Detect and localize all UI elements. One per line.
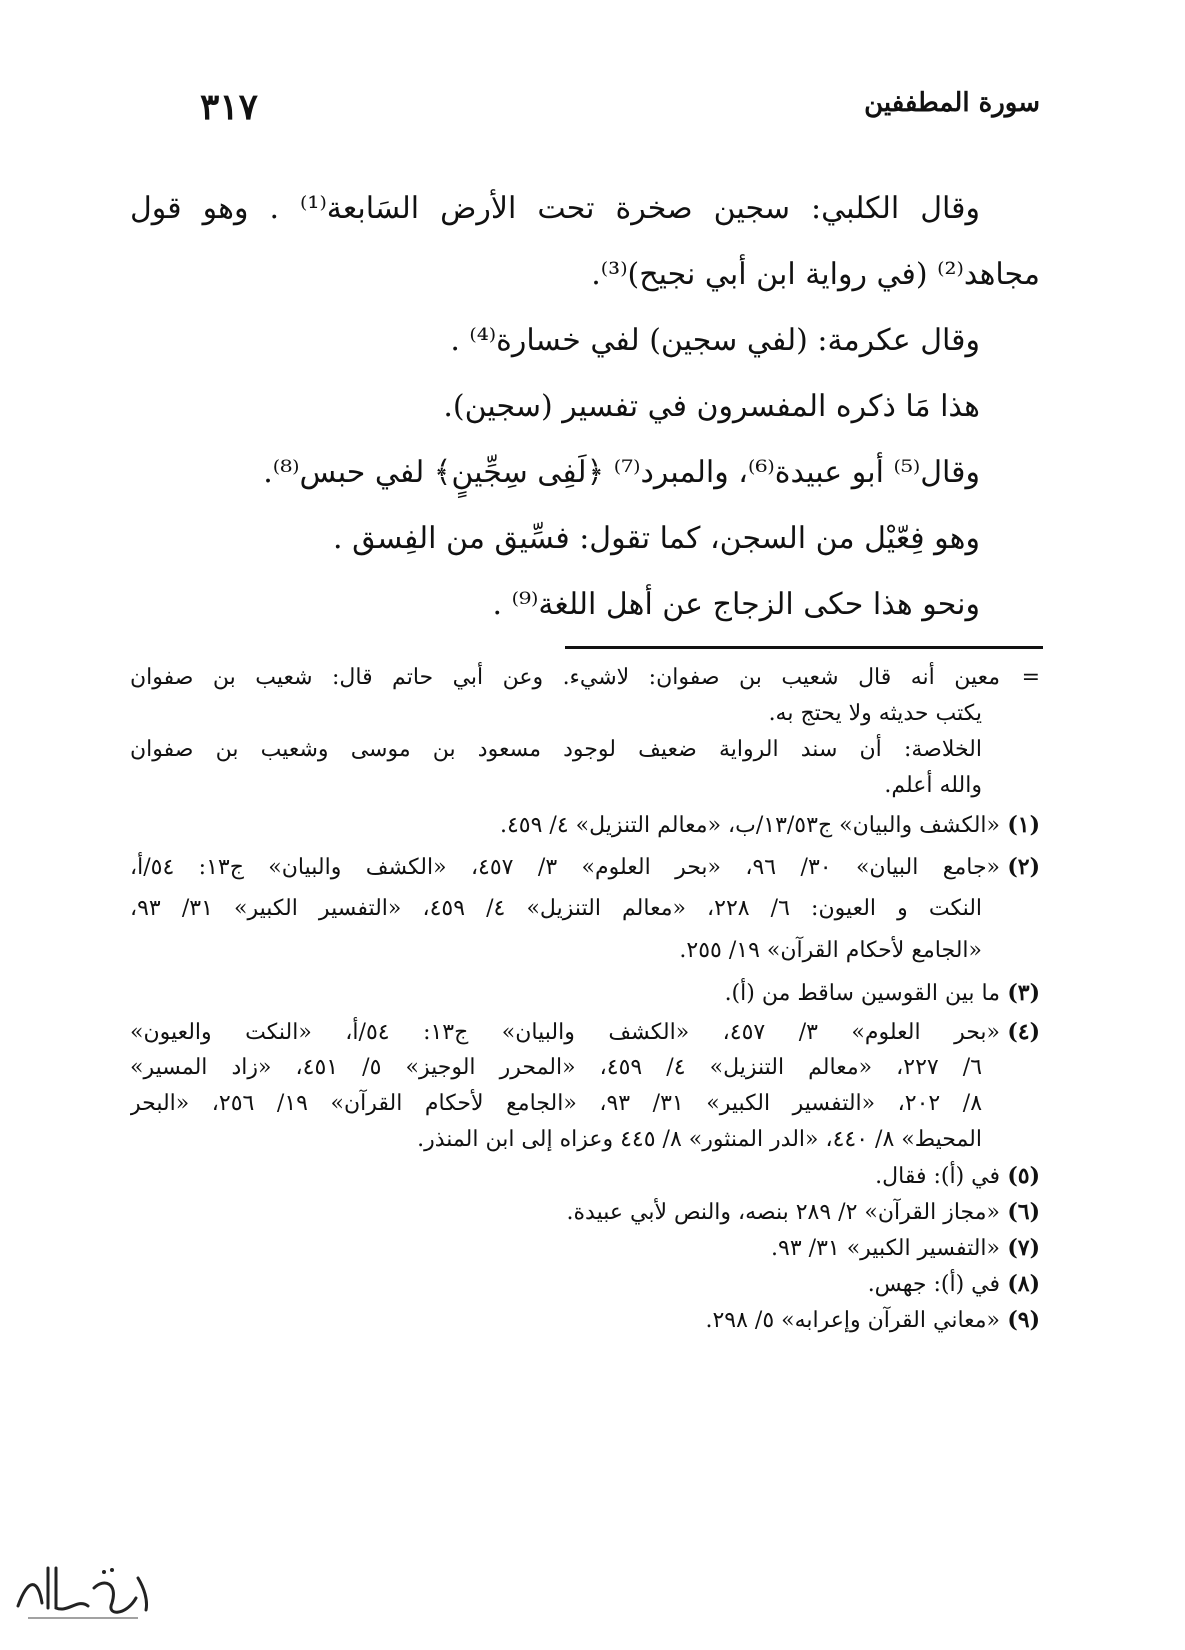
footnote-4 — [130, 1014, 1040, 1050]
footnote-continuation-line: يكتب حديثه ولا يحتج به. — [768, 701, 982, 726]
footnote-text-line: ٦/ ٢٢٧، «معالم التنزيل» ٤/ ٤٥٩، «المحرر الوجيز» ٥/ ٤٥١، «زاد المسير» — [130, 1055, 983, 1080]
footnote-marker: (٩) — [1007, 1307, 1040, 1333]
footnote-continuation-line — [130, 660, 1040, 696]
main-line: ونحو هذا حكى الزجاج عن أهل اللغة⁽⁹⁾ . — [492, 587, 980, 622]
footnote-2 — [130, 846, 1040, 888]
footnote-text: في (أ): فقال. — [875, 1164, 1000, 1189]
footnote-marker: (٤) — [1007, 1019, 1040, 1045]
main-line: وهو فِعّيْل من السجن، كما تقول: فسِّيق من الفِسق . — [333, 521, 980, 556]
main-line: مجاهد⁽²⁾ (في رواية ابن أبي نجيح)⁽³⁾. — [591, 257, 1040, 292]
footnote-marker: (٨) — [1007, 1271, 1040, 1297]
footnote-text: معين أنه قال شعيب بن صفوان: لاشيء. وعن أبي حاتم قال: شعيب بن صفوان — [130, 665, 1001, 690]
main-line: وقال⁽⁵⁾ أبو عبيدة⁽⁶⁾، والمبرد⁽⁷⁾ ﴿لَفِى سِجِّينٍ﴾ لفي حبس⁽⁸⁾. — [263, 455, 980, 490]
footnote-3 — [130, 972, 1040, 1014]
main-text — [130, 176, 1040, 638]
footnote-5 — [130, 1158, 1040, 1194]
footnote-continuation-line: الخلاصة: أن سند الرواية ضعيف لوجود مسعود بن موسى وشعيب بن صفوان — [130, 737, 982, 762]
footnote-text-line: «الجامع لأحكام القرآن» ١٩/ ٢٥٥. — [679, 938, 982, 963]
surah-title: سورة المطففين — [864, 88, 1040, 118]
footnote-text: «الكشف والبيان» ج١٣/٥٣/ب، «معالم التنزيل» ٤/ ٤٥٩. — [499, 813, 1000, 838]
footnote-marker: (٦) — [1007, 1199, 1040, 1225]
footnote-text: «بحر العلوم» ٣/ ٤٥٧، «الكشف والبيان» ج١٣: ٥٤/أ، «النكت والعيون» — [130, 1020, 1000, 1045]
footnote-marker: (١) — [1007, 812, 1040, 838]
main-line: هذا مَا ذكره المفسرون في تفسير (سجين). — [443, 389, 980, 424]
footnote-8 — [130, 1266, 1040, 1302]
footnotes — [130, 660, 1040, 1338]
footnote-marker: (٢) — [1007, 854, 1040, 880]
footnote-marker: (٥) — [1007, 1163, 1040, 1189]
footnote-marker: (٧) — [1007, 1235, 1040, 1261]
publisher-logo-icon — [8, 1558, 158, 1628]
footnote-text: «التفسير الكبير» ٣١/ ٩٣. — [771, 1236, 1000, 1261]
footnote-6 — [130, 1194, 1040, 1230]
footnote-9 — [130, 1302, 1040, 1338]
footnote-text: «معاني القرآن وإعرابه» ٥/ ٢٩٨. — [705, 1308, 1000, 1333]
footnote-text-line: النكت و العيون: ٦/ ٢٢٨، «معالم التنزيل» ٤/ ٤٥٩، «التفسير الكبير» ٣١/ ٩٣، — [130, 896, 983, 921]
footnote-text: «جامع البيان» ٣٠/ ٩٦، «بحر العلوم» ٣/ ٤٥٧، «الكشف والبيان» ج١٣: ٥٤/أ، — [130, 855, 1001, 880]
footnote-text: «مجاز القرآن» ٢/ ٢٨٩ بنصه، والنص لأبي عبيدة. — [566, 1200, 1000, 1225]
page-header — [180, 78, 1040, 138]
footnote-marker: (٣) — [1007, 980, 1040, 1006]
page-number: ٣١٧ — [200, 86, 259, 128]
logo-calligraphy-icon — [8, 1558, 158, 1628]
footnote-divider — [565, 646, 1043, 649]
footnote-1 — [130, 804, 1040, 846]
footnote-continuation-line: والله أعلم. — [884, 773, 982, 798]
footnote-text-line: المحيط» ٨/ ٤٤٠، «الدر المنثور» ٨/ ٤٤٥ وعزاه إلى ابن المنذر. — [417, 1127, 982, 1152]
footnote-text: في (أ): جهس. — [867, 1272, 1000, 1297]
main-line: وقال عكرمة: (لفي سجين) لفي خسارة⁽⁴⁾ . — [450, 323, 980, 358]
footnote-text: ما بين القوسين ساقط من (أ). — [724, 981, 1000, 1006]
footnote-text-line: ٨/ ٢٠٢، «التفسير الكبير» ٣١/ ٩٣، «الجامع لأحكام القرآن» ١٩/ ٢٥٦، «البحر — [130, 1091, 983, 1116]
footnote-7 — [130, 1230, 1040, 1266]
continuation-marker: = — [1021, 665, 1040, 690]
main-line: وقال الكلبي: سجين صخرة تحت الأرض السَابعة⁽¹⁾ . وهو قول — [130, 191, 980, 226]
